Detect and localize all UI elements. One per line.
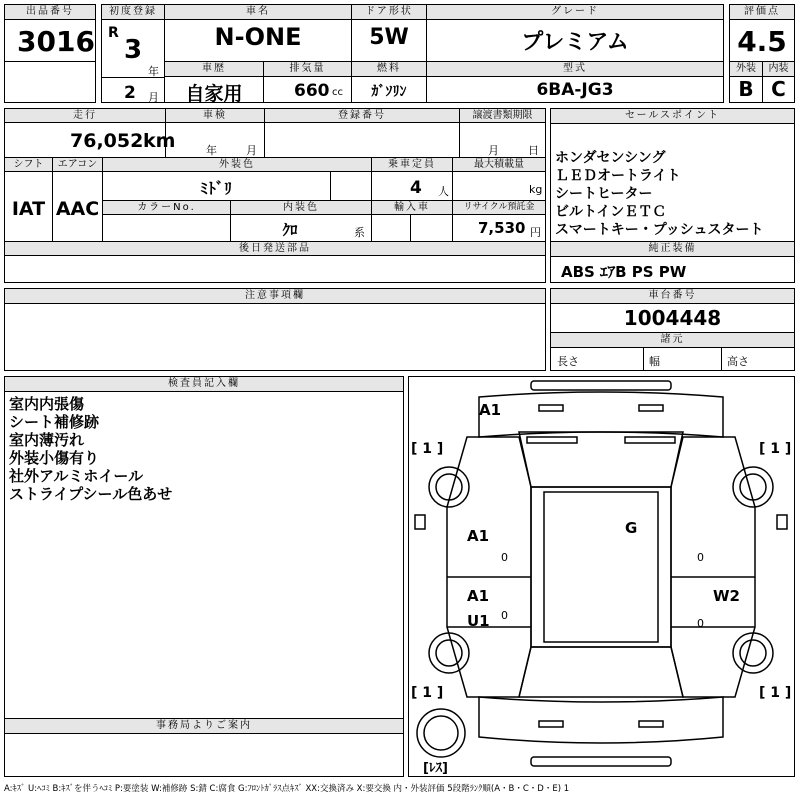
zero-mark: 0 [501, 609, 508, 622]
interior-label: 内装色 [230, 200, 372, 215]
sales-point: シートヒーター [555, 186, 653, 202]
tire-rear-right: [ 1 ] [759, 685, 792, 701]
door-box [351, 4, 427, 62]
insp-year-unit: 年 [206, 144, 217, 157]
model-name: N-ONE [214, 23, 302, 51]
fuel: ｶﾞｿﾘﾝ [371, 84, 407, 100]
int-score: C [771, 77, 786, 101]
int-box [762, 61, 795, 103]
capacity-label: 乗車定員 [371, 157, 453, 172]
score: 4.5 [737, 25, 787, 58]
first-reg-label: 初度登録 [102, 5, 164, 20]
height-label: 高さ [727, 355, 749, 368]
inspector-line: ストライプシール色あせ [9, 485, 173, 503]
type-box [426, 61, 724, 103]
length-label: 長さ [557, 355, 579, 368]
mileage: 76,052 [70, 130, 144, 152]
regnum-label: 登録番号 [264, 108, 460, 123]
inspector-line: 社外アルミホイール [9, 467, 144, 485]
lot-box [4, 4, 96, 62]
inspection-label: 車検 [165, 108, 265, 123]
zero-mark: 0 [501, 551, 508, 564]
later-parts-cell [4, 241, 546, 283]
office-box [4, 718, 404, 777]
inspector-box [4, 376, 404, 719]
equip-label: 純正装備 [551, 242, 794, 257]
chassis-box [550, 288, 795, 371]
history: 自家用 [185, 83, 243, 105]
later-parts-label: 後日発送部品 [4, 241, 546, 256]
first-reg-year: 3 [124, 35, 143, 65]
legend: A:ｷｽﾞ U:ﾍｺﾐ B:ｷｽﾞを伴うﾍｺﾐ P:要塗装 W:補修跡 S:錆 C:腐食 G:ﾌﾛﾝﾄｶﾞﾗｽ点ｷｽﾞ XX:交換済み X:要交換 内・外装評価 5段階ﾗﾝｸ順(A・B・C・D・E) 1 [4, 784, 570, 794]
recycle-unit: 円 [530, 226, 541, 239]
shift: IAT [11, 198, 46, 220]
inspector-line: 外装小傷有り [9, 449, 100, 467]
notes-box [4, 288, 546, 371]
payload-unit: kg [529, 183, 543, 196]
ac-label: エアコン [52, 157, 103, 172]
colorno-label: カラーNo. [102, 200, 231, 215]
width-label: 幅 [649, 355, 660, 368]
int-label: 内装 [763, 62, 794, 77]
mark-front: A1 [479, 401, 502, 419]
mark-left-rear-dent: U1 [467, 612, 490, 630]
first-reg-box [101, 4, 165, 103]
interior: ｸﾛ [282, 221, 298, 239]
payload-label: 最大積載量 [452, 157, 546, 172]
grade-label: グレード [427, 5, 723, 20]
sales-points [555, 149, 763, 239]
sales-point: ＬＥＤオートライト [555, 168, 681, 184]
history-box [164, 61, 264, 103]
model-label: 車名 [165, 5, 351, 20]
year-unit: 年 [148, 65, 159, 78]
first-reg-month: 2 [124, 83, 136, 103]
sales-box [550, 108, 795, 283]
sales-point: ホンダセンシング [555, 150, 666, 166]
recycle: 7,530 [478, 219, 526, 237]
regnum-cell [264, 108, 460, 158]
import-cell [371, 200, 453, 242]
capacity: 4 [410, 178, 422, 198]
dims-label: 諸元 [551, 332, 794, 348]
capacity-unit: 人 [438, 185, 449, 198]
lot-label: 出品番号 [5, 5, 95, 20]
mileage-unit: km [143, 130, 176, 152]
model-type: 6BA-JG3 [536, 80, 614, 100]
ext-score: B [738, 77, 754, 101]
displacement: 660 [294, 81, 330, 101]
colorno-cell [102, 200, 231, 242]
displacement-label: 排気量 [264, 62, 351, 77]
sales-point: スマートキー・プッシュスタート [555, 222, 764, 238]
inspector-label: 検査員記入欄 [5, 377, 403, 392]
chassis-number: 1004448 [623, 306, 722, 330]
car-diagram [408, 376, 795, 777]
color-sub-cell [330, 171, 372, 201]
ac: AAC [55, 198, 100, 220]
insp-month-unit: 月 [246, 144, 257, 157]
notes-label: 注意事項欄 [5, 289, 545, 304]
import-divider [410, 214, 411, 242]
sales-point: ビルトインＥＴＣ [555, 204, 667, 220]
shift-label: シフト [4, 157, 53, 172]
office-label: 事務局よりご案内 [5, 719, 403, 734]
model-box [164, 4, 352, 62]
score-box [729, 4, 795, 62]
grade-box [426, 4, 724, 62]
ext-label: 外装 [730, 62, 762, 77]
displacement-box [263, 61, 352, 103]
zero-mark: 0 [697, 551, 704, 564]
inspector-line: 室内内張傷 [9, 395, 85, 413]
type-label: 型式 [427, 62, 723, 77]
ext-box [729, 61, 763, 103]
color-label: 外装色 [102, 157, 372, 172]
fuel-box [351, 61, 427, 103]
interior-unit: 系 [354, 226, 365, 239]
import-label: 輸入車 [371, 200, 453, 215]
history-label: 車歴 [165, 62, 263, 77]
inspector-notes [9, 395, 172, 503]
inspector-line: シート補修跡 [9, 413, 100, 431]
mark-roof: G [625, 519, 638, 537]
sales-label: セールスポイント [551, 109, 794, 124]
mileage-label: 走行 [4, 108, 166, 123]
grade: プレミアム [521, 30, 629, 55]
tire-rear-left: [ 1 ] [411, 685, 444, 701]
spare-tire: [ﾚｽ] [423, 761, 448, 776]
mark-right-rear: W2 [713, 587, 740, 605]
door-label: ドア形状 [352, 5, 426, 20]
inspector-line: 室内薄汚れ [9, 431, 85, 449]
equip: ABS ｴｱB PS PW [561, 263, 687, 281]
recycle-label: リサイクル預託金 [452, 200, 546, 215]
zero-mark: 0 [697, 617, 704, 630]
tire-front-right: [ 1 ] [759, 441, 792, 457]
tire-front-left: [ 1 ] [411, 441, 444, 457]
handover-month-unit: 月 [488, 144, 499, 157]
door-type: 5W [369, 25, 409, 50]
lot-number: 3016 [17, 25, 95, 58]
score-label: 評価点 [730, 5, 794, 20]
handover-day-unit: 日 [528, 144, 539, 157]
mark-left-rear: A1 [467, 587, 490, 605]
chassis-label: 車台番号 [551, 289, 794, 304]
mark-left-front: A1 [467, 527, 490, 545]
fuel-label: 燃料 [352, 62, 426, 77]
color: ﾐﾄﾞﾘ [199, 179, 232, 198]
displacement-unit: cc [332, 87, 343, 98]
car-outline-icon [409, 377, 794, 776]
lot-blank [4, 61, 96, 103]
handover-label: 譲渡書類期限 [459, 108, 546, 123]
era: R [108, 25, 119, 41]
month-unit: 月 [148, 91, 159, 104]
